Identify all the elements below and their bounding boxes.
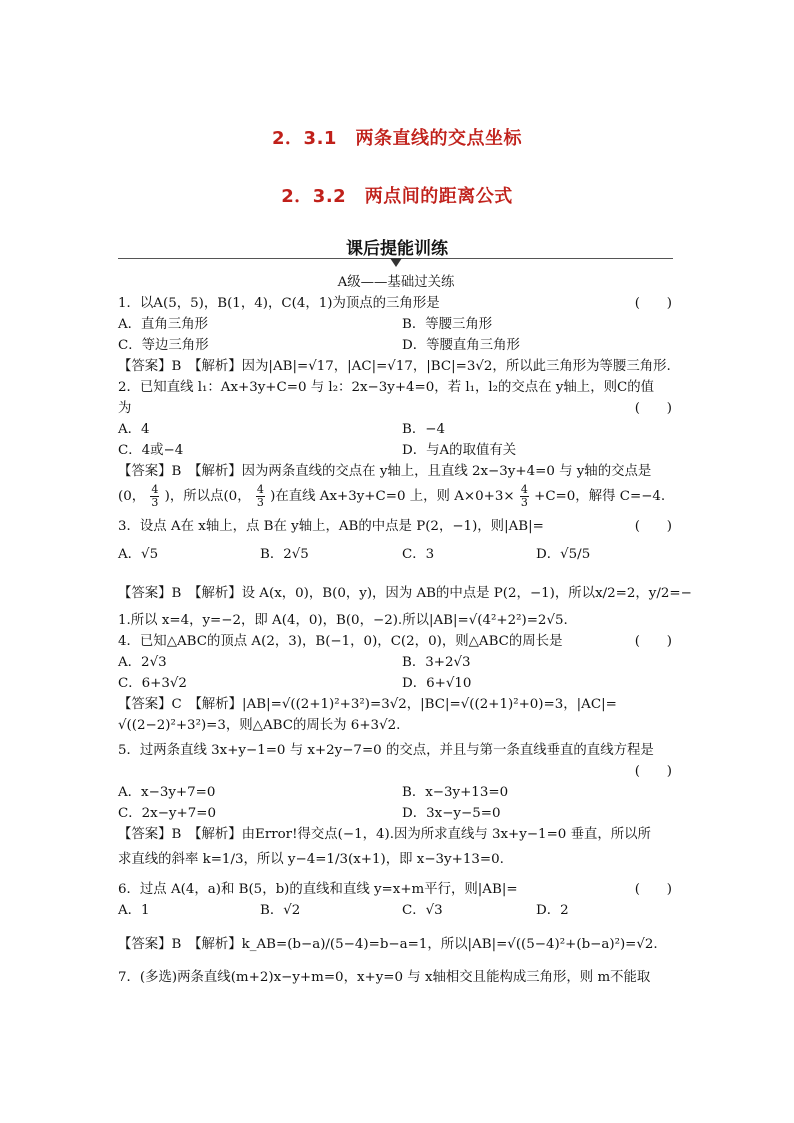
- question-5-stem: 5．过两条直线 3x+y−1=0 与 x+2y−7=0 的交点，并且与第一条直线垂直的直线方程是: [118, 743, 654, 758]
- level-heading: A级——基础过关练: [337, 275, 455, 290]
- question-7-stem: 7．(多选)两条直线(m+2)x−y+m=0，x+y=0 与 x轴相交且能构成三角形，则 m不能取: [118, 970, 651, 985]
- answer-blank: ( ): [634, 882, 672, 897]
- divider-arrow-icon: [390, 258, 402, 267]
- question-2-answer-line1: 【答案】B 【解析】因为两条直线的交点在 y轴上，且直线 2x−3y+4=0 与 y轴的交点是: [118, 464, 652, 479]
- option-c: C．2x−y+7=0: [118, 806, 216, 821]
- question-5-answer-line2: 求直线的斜率 k=1/3，所以 y−4=1/3(x+1)，即 x−3y+13=0.: [118, 852, 504, 867]
- option-d: D．等腰直角三角形: [402, 338, 520, 353]
- option-d: D．与A的取值有关: [402, 443, 517, 458]
- answer-blank: ( ): [634, 296, 672, 311]
- option-b: B．x−3y+13=0: [402, 785, 509, 800]
- question-4-stem: 4．已知△ABC的顶点 A(2，3)，B(−1，0)，C(2，0)，则△ABC的周长是 ( ): [118, 631, 674, 652]
- question-5-answer-line1: 【答案】B 【解析】由Error!得交点(−1，4).因为所求直线与 3x+y−1=0 垂直，所以所: [118, 827, 651, 842]
- option-b: B．−4: [402, 422, 445, 437]
- option-b: B．2√5: [260, 547, 309, 562]
- question-3-stem: 3．设点 A在 x轴上，点 B在 y轴上，AB的中点是 P(2，−1)，则|AB|= ( ): [118, 516, 674, 537]
- option-a: A．1: [118, 903, 150, 918]
- question-5-options: [118, 782, 674, 824]
- option-a: A．4: [118, 422, 150, 437]
- question-3-answer-line2: 1.所以 x=4，y=−2，即 A(4，0)，B(0，−2).所以|AB|=√(4²+2²)=2√5.: [118, 613, 568, 628]
- option-d: D．6+√10: [402, 676, 472, 691]
- question-3-answer-line1: 【答案】B 【解析】设 A(x，0)，B(0，y)，因为 AB的中点是 P(2，−1)，所以x/2=2，y/2=−: [118, 586, 692, 601]
- fraction: $\frac{4}{3}$: [151, 483, 159, 509]
- option-b: B．3+2√3: [402, 655, 471, 670]
- exercise-content: [118, 272, 692, 988]
- question-2-stem-line1: 2．已知直线 l₁：Ax+3y+C=0 与 l₂：2x−3y+4=0，若 l₁，l₂的交点在 y轴上，则C的值: [118, 380, 655, 395]
- question-5-paren-line: [118, 761, 674, 782]
- option-a: A．直角三角形: [118, 317, 209, 332]
- option-d: D．√5/5: [536, 547, 591, 562]
- option-a: A．√5: [118, 547, 159, 562]
- section-heading: 课后提能训练: [346, 239, 448, 259]
- question-1-answer: 【答案】B 【解析】因为|AB|=√17，|AC|=√17，|BC|=3√2，所以此三角形为等腰三角形.: [118, 359, 671, 374]
- question-2-answer-line2: (0， $\frac{4}{3}$ )，所以点(0， $\frac{4}{3}$ )在直线 Ax+3y+C=0 上，则 A×0+3× $\frac{4}{3}$ +C=0，解得 C=−4.: [118, 483, 666, 509]
- option-d: D．3x−y−5=0: [402, 806, 501, 821]
- option-a: A．2√3: [118, 655, 167, 670]
- question-4-answer-line2: √((2−2)²+3²)=3，则△ABC的周长为 6+3√2.: [118, 718, 401, 733]
- question-6-answer: 【答案】B 【解析】k_AB=(b−a)/(5−4)=b−a=1，所以|AB|=√((5−4)²+(b−a)²)=√2.: [118, 937, 658, 952]
- option-c: C．4或−4: [118, 443, 184, 458]
- question-3-options: [118, 541, 674, 569]
- answer-blank: ( ): [634, 634, 672, 649]
- option-b: B．等腰三角形: [402, 317, 493, 332]
- option-a: A．x−3y+7=0: [118, 785, 216, 800]
- fraction: $\frac{4}{3}$: [256, 483, 264, 509]
- title-section-231: 2．3.1 两条直线的交点坐标: [272, 128, 522, 149]
- option-c: C．6+3√2: [118, 676, 187, 691]
- question-2-options: [118, 419, 674, 461]
- question-2-stem-line2: 为 ( ): [118, 398, 674, 419]
- option-c: C．等边三角形: [118, 338, 209, 353]
- question-4-options: [118, 652, 674, 694]
- question-1-stem: 1．以A(5，5)，B(1，4)，C(4，1)为顶点的三角形是 ( ): [118, 293, 674, 314]
- question-6-stem: 6．过点 A(4，a)和 B(5，b)的直线和直线 y=x+m平行，则|AB|= ( ): [118, 879, 674, 900]
- option-b: B．√2: [260, 903, 301, 918]
- option-c: C．3: [402, 547, 435, 562]
- answer-blank: ( ): [634, 519, 672, 534]
- fraction: $\frac{4}{3}$: [520, 483, 528, 509]
- option-c: C．√3: [402, 903, 443, 918]
- option-d: D．2: [536, 903, 569, 918]
- title-section-232: 2．3.2 两点间的距离公式: [281, 186, 513, 207]
- answer-blank: ( ): [634, 401, 672, 416]
- question-6-options: [118, 900, 674, 921]
- question-1-options: [118, 314, 674, 356]
- answer-blank: ( ): [634, 764, 672, 779]
- question-4-answer-line1: 【答案】C 【解析】|AB|=√((2+1)²+3²)=3√2，|BC|=√((2+1)²+0)=3，|AC|=: [118, 697, 617, 712]
